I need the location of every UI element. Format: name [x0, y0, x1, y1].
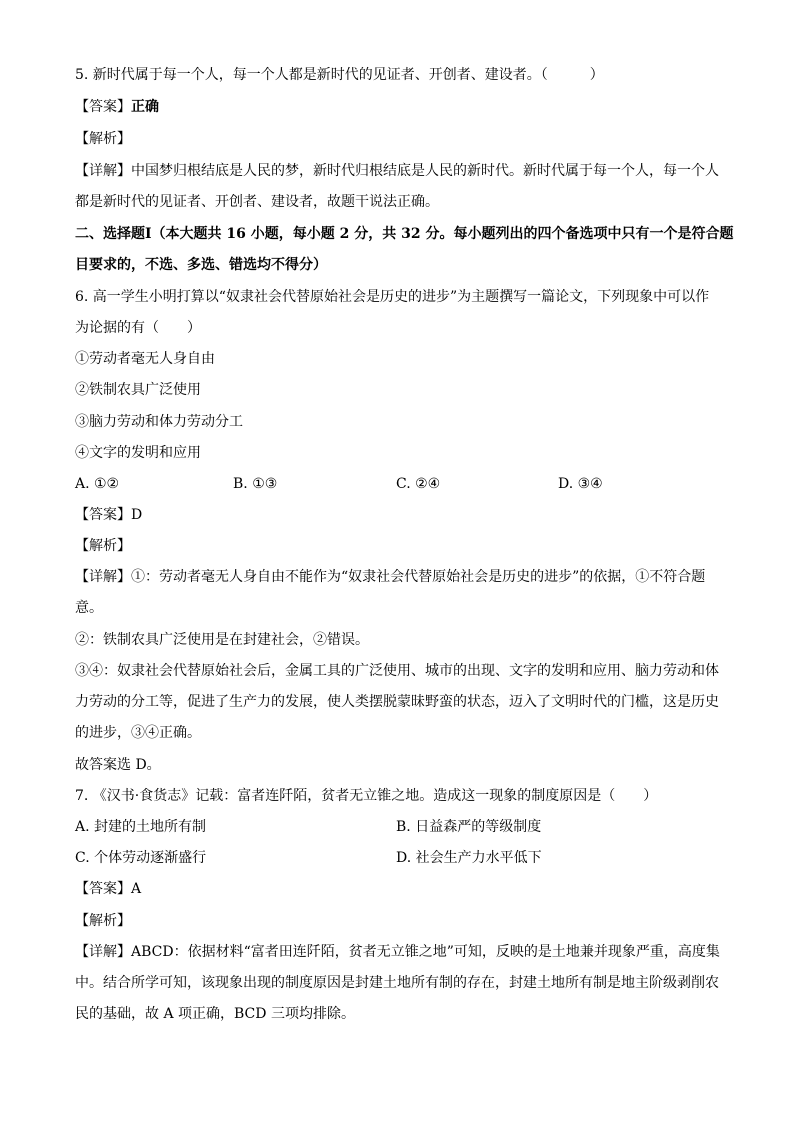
q7-option-d: D. 社会生产力水平低下 [396, 850, 542, 866]
q6-item-1: ①劳动者毫无人身自由 [75, 351, 215, 367]
section-heading-line-2: 目要求的，不选、多选、错选均不得分） [75, 257, 327, 273]
q7-detail-line-3: 民的基础，故 A 项正确，BCD 三项均排除。 [75, 1006, 355, 1022]
q7-option-c: C. 个体劳动逐渐盛行 [75, 850, 207, 866]
answer-value: 正确 [131, 99, 159, 115]
q6-stem-line-1: 6. 高一学生小明打算以“奴隶社会代替原始社会是历史的进步”为主题撰写一篇论文，下列现象中可以作 [75, 289, 710, 305]
q6-answer: 【答案】D [75, 507, 143, 523]
q7-detail-line-1: 【详解】ABCD：依据材料“富者田连阡陌，贫者无立锥之地”可知，反映的是土地兼并现象严重，高度集 [75, 944, 720, 960]
answer-tag: 【答案】 [75, 99, 131, 115]
section-heading-line-1: 二、选择题Ⅰ（本大题共 16 小题，每小题 2 分，共 32 分。每小题列出的四个备选项中只有一个是符合题 [75, 226, 734, 242]
q6-detail-line-7: 故答案选 D。 [75, 757, 161, 773]
q5-answer [75, 97, 725, 117]
q7-answer: 【答案】A [75, 881, 142, 897]
q7-option-b: B. 日益森严的等级制度 [396, 819, 542, 835]
q6-detail-line-1: 【详解】①：劳动者毫无人身自由不能作为“奴隶社会代替原始社会是历史的进步”的依据，①不符合题 [75, 569, 706, 585]
q5-detail-line-1: 【详解】中国梦归根结底是人民的梦，新时代归根结底是人民的新时代。新时代属于每一个人，每一个人 [75, 163, 719, 179]
q6-detail-line-3: ②：铁制农具广泛使用是在封建社会，②错误。 [75, 632, 369, 648]
q7-analysis-tag: 【解析】 [75, 913, 131, 929]
q6-item-2: ②铁制农具广泛使用 [75, 382, 201, 398]
q7-stem: 7. 《汉书·食货志》记载：富者连阡陌，贫者无立锥之地。造成这一现象的制度原因是（ ） [75, 788, 658, 804]
q6-item-4: ④文字的发明和应用 [75, 445, 201, 461]
q6-stem-line-2: 为论据的有（ ） [75, 320, 201, 336]
q6-detail-line-5: 力劳动的分工等，促进了生产力的发展，使人类摆脱蒙昧野蛮的状态，迈入了文明时代的门槛，这是历史 [75, 694, 719, 710]
q5-analysis-tag: 【解析】 [75, 131, 131, 147]
q6-option-d: D. ③④ [558, 476, 603, 492]
q7-option-a: A. 封建的土地所有制 [75, 819, 207, 835]
q7-detail-line-2: 中。结合所学可知，该现象出现的制度原因是封建土地所有制的存在，封建土地所有制是地主阶级剥削农 [75, 975, 719, 991]
q6-item-3: ③脑力劳动和体力劳动分工 [75, 414, 243, 430]
q6-detail-line-4: ③④：奴隶社会代替原始社会后，金属工具的广泛使用、城市的出现、文字的发明和应用、脑力劳动和体 [75, 663, 719, 679]
q6-option-a: A. ①② [75, 476, 120, 492]
q5-detail-line-2: 都是新时代的见证者、开创者、建设者，故题干说法正确。 [75, 194, 439, 210]
q6-analysis-tag: 【解析】 [75, 538, 131, 554]
q6-detail-line-2: 意。 [75, 600, 103, 616]
q5-stem: 5. 新时代属于每一个人，每一个人都是新时代的见证者、开创者、建设者。（ ） [75, 67, 604, 83]
q6-detail-line-6: 的进步，③④正确。 [75, 725, 201, 741]
q6-option-b: B. ①③ [233, 476, 278, 492]
q6-option-c: C. ②④ [396, 476, 441, 492]
